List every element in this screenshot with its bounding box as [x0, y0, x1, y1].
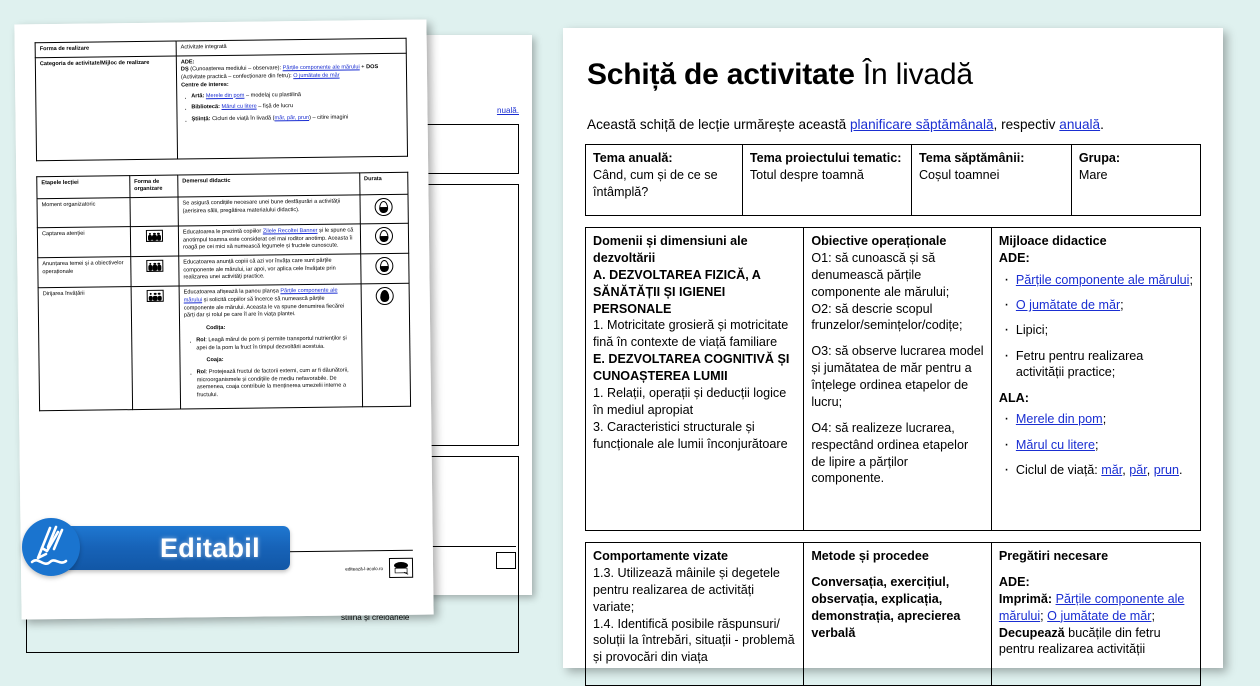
- item-fetru: Fetru pentru realizarea activității practice;: [1015, 348, 1144, 380]
- footer-logo-icon: [389, 558, 413, 578]
- demers-pre: Educatoarea afișează la panou planșa: [183, 288, 281, 296]
- cell-comportamente-vizate: [586, 543, 804, 686]
- pregatiri-ade-label: ADE:: [998, 574, 1030, 589]
- table-row: [35, 53, 407, 161]
- ghost-footer-text: [490, 558, 491, 563]
- timer-icon: [375, 227, 393, 245]
- cell-obiective-operationale: [804, 228, 992, 531]
- ade-label: ADE:: [180, 59, 195, 66]
- rol-label: Rol: [196, 369, 206, 376]
- col-forma-organizare: Forma de organizare: [129, 175, 177, 198]
- obiective-header: Obiective operaționale: [811, 234, 947, 248]
- link-marul-cu-litere[interactable]: Mărul cu litere: [1015, 437, 1095, 452]
- list-item: [1016, 411, 1193, 427]
- centru-arta-link[interactable]: Merele din pom: [205, 92, 245, 99]
- metode-body: Conversația, exercițiul, observația, explicația, demonstrația, aprecierea verbală: [811, 574, 961, 640]
- centru-arta-text: – modelaj cu plastilină: [244, 91, 302, 99]
- etapa-dirijarea-invatarii: Dirijarea învățării: [38, 287, 132, 411]
- centru-biblioteca-label: Bibliotecă:: [191, 104, 221, 111]
- forma-realizare-value: Activitate integrată: [176, 38, 406, 56]
- tema-saptamanii-label: Tema săptămânii:: [918, 151, 1025, 165]
- domenii-sectiune-e-item1: 1. Relații, operații și deducții logice în mediul apropiat: [593, 385, 787, 417]
- centru-stiinta-text-end: ) – citire imagini: [309, 114, 349, 121]
- list-item: [1016, 348, 1193, 381]
- centru-stiinta-links[interactable]: măr, păr, prun: [274, 114, 310, 122]
- durata-cell: [361, 283, 411, 406]
- comportament-1-3: 1.3. Utilizează mâinile și degetele pentru realizarea de activități variate;: [593, 565, 780, 614]
- cell-domenii-dimensiuni: [586, 228, 804, 531]
- centru-stiinta-label: Știință:: [191, 116, 211, 123]
- mijloace-header: Mijloace didactice: [998, 234, 1107, 248]
- demers-post: și solicită copiilor să încerce să numească părțile componente ale mărului. Aceasta le va spune denumirea fiecărei părți dar și rolul pe care îl are în viața plantei.: [183, 295, 345, 319]
- group-icon: [146, 230, 163, 242]
- obiectiv-o2: O2: să descrie scopul frunzelor/semințelor/codițe;: [811, 301, 963, 333]
- intro-text-after: .: [1100, 117, 1104, 132]
- list-item: [1016, 297, 1193, 313]
- categoria-activitate-value: [176, 53, 407, 159]
- spacer: [999, 565, 1193, 574]
- table-row: [37, 223, 408, 258]
- group-icon: [146, 290, 163, 302]
- table-row: [586, 145, 1201, 216]
- pen-writing-icon: [22, 518, 80, 576]
- ghost-frag15: stilina și creioanele: [341, 612, 410, 622]
- col-etapele-lectiei: Etapele lecției: [37, 175, 130, 199]
- item-suffix: ;: [1189, 272, 1193, 287]
- centre-interes-list: [181, 90, 402, 124]
- grupa-value: Mare: [1078, 167, 1108, 182]
- ghost-intro-link-tail: nuală.: [496, 106, 519, 115]
- organizare-cell: [130, 226, 179, 257]
- domenii-sectiune-a-item: 1. Motricitate grosieră și motricitate fină în contexte de viață familiare: [593, 318, 789, 350]
- bottom-content-table: [585, 542, 1201, 686]
- link-o-jumatate-de-mar[interactable]: O jumătate de măr: [1015, 298, 1121, 313]
- link-imprima-o-jumatate[interactable]: O jumătate de măr: [1047, 608, 1152, 623]
- mijloace-ala-label: ALA:: [998, 390, 1029, 405]
- mijloace-ade-label: ADE:: [998, 250, 1030, 265]
- tema-anuala-value: Când, cum și de ce se întâmplă?: [593, 167, 718, 199]
- domenii-sectiune-e-title: E. DEZVOLTAREA COGNITIVĂ ȘI CUNOAȘTEREA LUMII: [593, 352, 790, 383]
- editabil-badge-circle: [22, 518, 80, 576]
- mijloace-ala-list: [999, 411, 1193, 478]
- ds-text: (Cunoașterea mediului – observare):: [188, 65, 283, 73]
- durata-cell: [360, 223, 409, 254]
- link-par[interactable]: păr: [1129, 463, 1147, 478]
- organizare-cell-empty: [130, 197, 179, 226]
- list-item: [197, 367, 358, 400]
- tema-anuala-label: Tema anuală:: [593, 151, 673, 165]
- page-title-light: În livadă: [862, 58, 973, 91]
- centru-biblioteca-text: – fișă de lucru: [256, 103, 294, 110]
- link-anuala[interactable]: anuală: [1059, 117, 1101, 132]
- meta-table: [585, 144, 1201, 216]
- list-item: [191, 102, 402, 112]
- spacer: [811, 411, 984, 420]
- domenii-sectiune-a-title: A. DEZVOLTAREA FIZICĂ, A SĂNĂTĂȚII ȘI IGIENEI PERSONALE: [593, 267, 761, 316]
- table-row: [37, 194, 408, 227]
- durata-cell: [360, 253, 409, 284]
- centre-interes-label: Centre de interes:: [181, 81, 229, 89]
- dos-label: DOS: [366, 64, 379, 71]
- editabil-badge-label: Editabil: [160, 533, 260, 563]
- col-demersul-didactic: Demersul didactic: [178, 173, 360, 198]
- categoria-activitate-label: Categoria de activitate/Mijloc de realizare: [35, 56, 177, 161]
- demers-link-partile[interactable]: Părțile componente ale mărului: [183, 287, 338, 304]
- spacer: [811, 334, 984, 343]
- table-row: [38, 283, 410, 410]
- cell-mijloace-didactice: [991, 228, 1200, 531]
- left-table-etape-lectiei: [36, 171, 411, 411]
- ds-label: DȘ: [180, 66, 189, 73]
- ghost-footer-logo: [496, 552, 516, 569]
- link-imprima-partile-componente[interactable]: Părțile componente ale mărului: [998, 591, 1185, 623]
- domenii-sectiune-e-item2: 3. Caracteristici structurale și funcționale ale lumii înconjurătoare: [593, 419, 788, 451]
- imprima-sep: ;: [1040, 608, 1048, 623]
- demers-pre: Educatoarea le prezintă copiilor: [182, 228, 263, 236]
- metode-header: Metode și procedee: [811, 549, 929, 563]
- link-planificare-saptamanala[interactable]: planificare săptămânală: [849, 117, 994, 132]
- item-lipici: Lipici;: [1015, 323, 1049, 338]
- meta-cell-tema-anuala: [586, 145, 743, 216]
- ds-link[interactable]: Părțile componente ale mărului: [282, 64, 360, 72]
- organizare-cell: [130, 256, 179, 287]
- rol-text: : Leagă mărul de pom și permite transportul nutrienților și apei de la pom la fruct în timpul dezvoltării acestuia.: [196, 335, 347, 351]
- table-row: [38, 253, 409, 288]
- pregatiri-header: Pregătiri necesare: [998, 549, 1109, 563]
- footer-watermark-text: editează-l-acolo.ro: [345, 565, 384, 572]
- demers-moment-organizatoric: Se asigură condițiile necesare unei bune desfășurări a activității (aerisirea sălii, pregătirea materialului didactic).: [178, 195, 360, 226]
- cell-metode-procedee: [804, 543, 992, 686]
- intro-text-before: Această schiță de lecție urmărește această: [587, 117, 850, 132]
- tema-proiect-label: Tema proiectului tematic:: [749, 151, 902, 165]
- timer-icon: [376, 257, 394, 275]
- col-durata: Durata: [359, 172, 408, 195]
- intro-paragraph: [587, 117, 1201, 132]
- forma-realizare-label: Forma de realizare: [35, 41, 176, 57]
- link-mar[interactable]: măr: [1101, 463, 1123, 478]
- durata-cell: [360, 194, 409, 223]
- etapa-moment-organizatoric: Moment organizatoric: [37, 198, 130, 228]
- grupa-label: Grupa:: [1078, 151, 1121, 165]
- mijloace-ade-list: [999, 272, 1193, 381]
- decupeaza-text: bucățile din fetru pentru realizarea activității: [998, 625, 1161, 657]
- tema-proiect-value: Totul despre toamnă: [749, 167, 864, 182]
- domenii-header: Domenii și dimensiuni ale dezvoltării: [593, 234, 748, 265]
- demers-dirijarea-invatarii: [179, 284, 362, 409]
- subsection-codita-title: Codița:: [206, 325, 226, 332]
- meta-cell-grupa: [1071, 145, 1200, 216]
- dos-text: (Activitate practică – confecționare din fetru):: [180, 73, 294, 81]
- comportament-1-4: 1.4. Identifică posibile răspunsuri/ soluții la întrebări, situații - problemă și provocări din viața: [593, 616, 795, 665]
- etapa-captarea-atentiei: Captarea atenției: [37, 227, 130, 258]
- timer-icon-full: [376, 287, 394, 305]
- group-icon: [146, 260, 163, 272]
- page-title: [587, 58, 1201, 91]
- demers-anuntarea-temei: Educatoarea anunță copiii că azi vor învăța care sunt părțile componente ale mărului, iar apoi, vor aplica cele învățate prin realizarea unei activități practice.: [179, 254, 361, 286]
- subsection-coaja-title: Coaja:: [206, 357, 224, 364]
- link-partile-componente-mar[interactable]: Părțile componente ale mărului: [1015, 272, 1190, 287]
- list-item: [1016, 322, 1193, 338]
- spacer: [811, 565, 984, 574]
- imprima-label: Imprimă:: [998, 591, 1053, 606]
- demers-post: și le spune că anotimpul toamna este considerat cel mai roditor anotimp. Aceasta îi roagă pe cei mici să numească legumele și fructele cunoscute.: [182, 227, 354, 251]
- list-item: [1016, 272, 1193, 288]
- link-merele-din-pom[interactable]: Merele din pom: [1015, 412, 1103, 427]
- list-item: [1016, 437, 1193, 453]
- centru-biblioteca-link[interactable]: Mărul cu litere: [221, 103, 257, 111]
- editabil-badge: [8, 518, 290, 576]
- obiectiv-o1: O1: să cunoască și să denumească părțile componente ale mărului;: [811, 250, 950, 299]
- ciclu-prefix: Ciclul de viață:: [1015, 463, 1102, 478]
- ciclu-suffix: .: [1179, 463, 1183, 478]
- centru-stiinta-text: Cicluri de viață în livadă (: [212, 115, 275, 123]
- list-item: · Ciclul de viață: măr, păr, prun.: [1016, 462, 1193, 478]
- link-prun[interactable]: prun: [1153, 463, 1180, 478]
- timer-icon: [375, 198, 393, 216]
- meta-cell-tema-saptamanii: [911, 145, 1071, 216]
- intro-text-middle: , respectiv: [993, 117, 1060, 132]
- dos-plus: +: [359, 64, 367, 71]
- imprima-end: ;: [1151, 608, 1155, 623]
- decupeaza-label: Decupează: [998, 625, 1065, 640]
- list-item: [196, 335, 357, 352]
- left-table-forma-realizare: [35, 38, 408, 161]
- tema-saptamanii-value: Coșul toamnei: [918, 167, 1000, 182]
- list-item: [191, 90, 402, 100]
- right-document-page: [563, 28, 1223, 668]
- list-item: [191, 114, 402, 124]
- comportamente-header: Comportamente vizate: [593, 549, 729, 563]
- centru-arta-label: Artă:: [191, 92, 205, 99]
- obiectiv-o4: O4: să realizeze lucrarea, respectând ordinea etapelor de lipire a părților componente.: [811, 420, 969, 486]
- organizare-cell: [131, 286, 181, 409]
- rol-text: : Protejează fructul de factorii externi, cum ar fi dăunătorii, microorganismele și condițiile de mediu nefavorabile. De asemenea, coaja contribuie la menținerea umezelii interne a fructului.: [196, 367, 349, 399]
- table-row: [586, 543, 1201, 686]
- dos-link[interactable]: O jumătate de măr: [293, 72, 340, 80]
- codita-list: [184, 335, 357, 353]
- page-title-strong: Schiță de activitate: [587, 58, 855, 91]
- rol-label: Rol: [196, 337, 206, 344]
- etapa-anuntarea-temei: Anunțarea temei și a obiectivelor operaționale: [38, 257, 131, 288]
- demers-link-banner[interactable]: Zilele Recoltei Banner: [262, 227, 318, 235]
- table-row: [586, 228, 1201, 531]
- main-content-table: [585, 227, 1201, 531]
- coaja-list: [185, 367, 358, 400]
- obiectiv-o3: O3: să observe lucrarea model și jumătatea de măr pentru a înțelege ordinea etapelor de lucru;: [811, 344, 984, 409]
- demers-captarea-atentiei: [178, 224, 360, 256]
- item-suffix: ;: [1094, 437, 1099, 452]
- meta-cell-tema-proiect: [742, 145, 911, 216]
- item-suffix: ;: [1120, 298, 1124, 313]
- cell-pregatiri-necesare: [991, 543, 1200, 686]
- item-suffix: ;: [1102, 412, 1107, 427]
